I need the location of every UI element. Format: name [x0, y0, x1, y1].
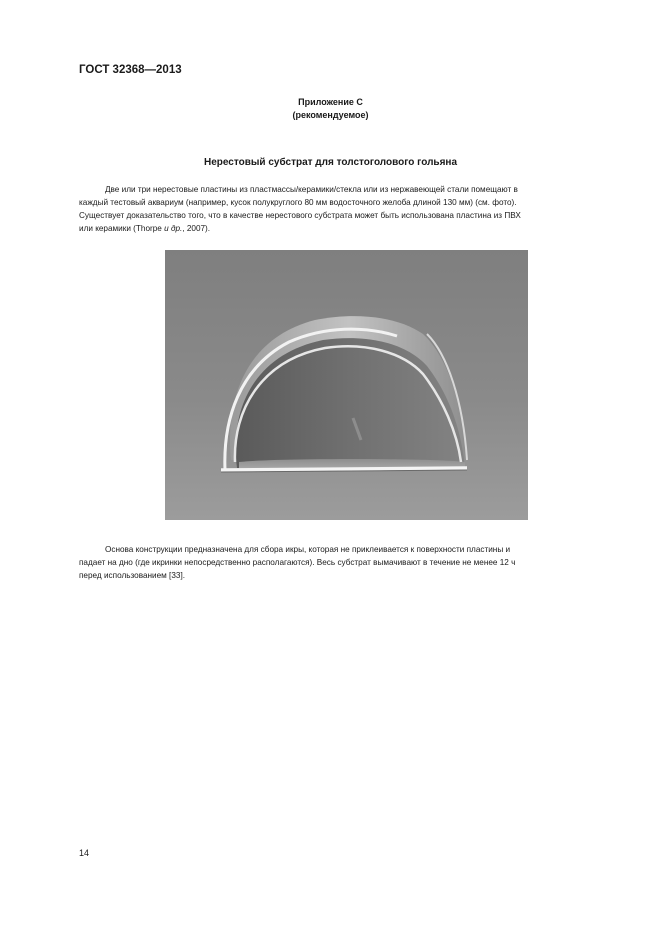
paragraph-1	[79, 183, 614, 235]
paragraph-2-line: перед использованием [33].	[79, 571, 185, 580]
paragraph-1-line: Существует доказательство того, что в качестве нерестового субстрата может быть использована пластина из ПВХ	[79, 211, 521, 220]
paragraph-1-line: каждый тестовый аквариум (например, кусок полукруглого 80 мм водосточного желоба длиной 130 мм) (см. фото).	[79, 198, 517, 207]
document-header: ГОСТ 32368—2013	[79, 64, 182, 76]
annex-title: Приложение С	[298, 97, 363, 107]
citation-et-al: и др.	[164, 224, 183, 233]
annex-status: (рекомендуемое)	[292, 110, 369, 120]
paragraph-2-line: Основа конструкции предназначена для сбора икры, которая не приклеивается к поверхности пластины и	[105, 545, 511, 554]
citation-text: или керамики (Thorpe	[79, 224, 165, 233]
paragraph-1-line	[79, 222, 614, 235]
paragraph-1-line: Две или три нерестовые пластины из пластмассы/керамики/стекла или из нержавеющей стали помещают в	[105, 185, 518, 194]
page-number: 14	[79, 848, 90, 858]
section-title: Нерестовый субстрат для толстоголового гольяна	[203, 157, 458, 168]
paragraph-2-line: падает на дно (где икринки непосредственно располагаются). Весь субстрат вымачивают в течение не менее 12 ч	[79, 558, 516, 567]
spawning-substrate-photo	[165, 250, 528, 520]
citation-year: , 2007).	[182, 224, 211, 233]
paragraph-2	[79, 543, 614, 582]
